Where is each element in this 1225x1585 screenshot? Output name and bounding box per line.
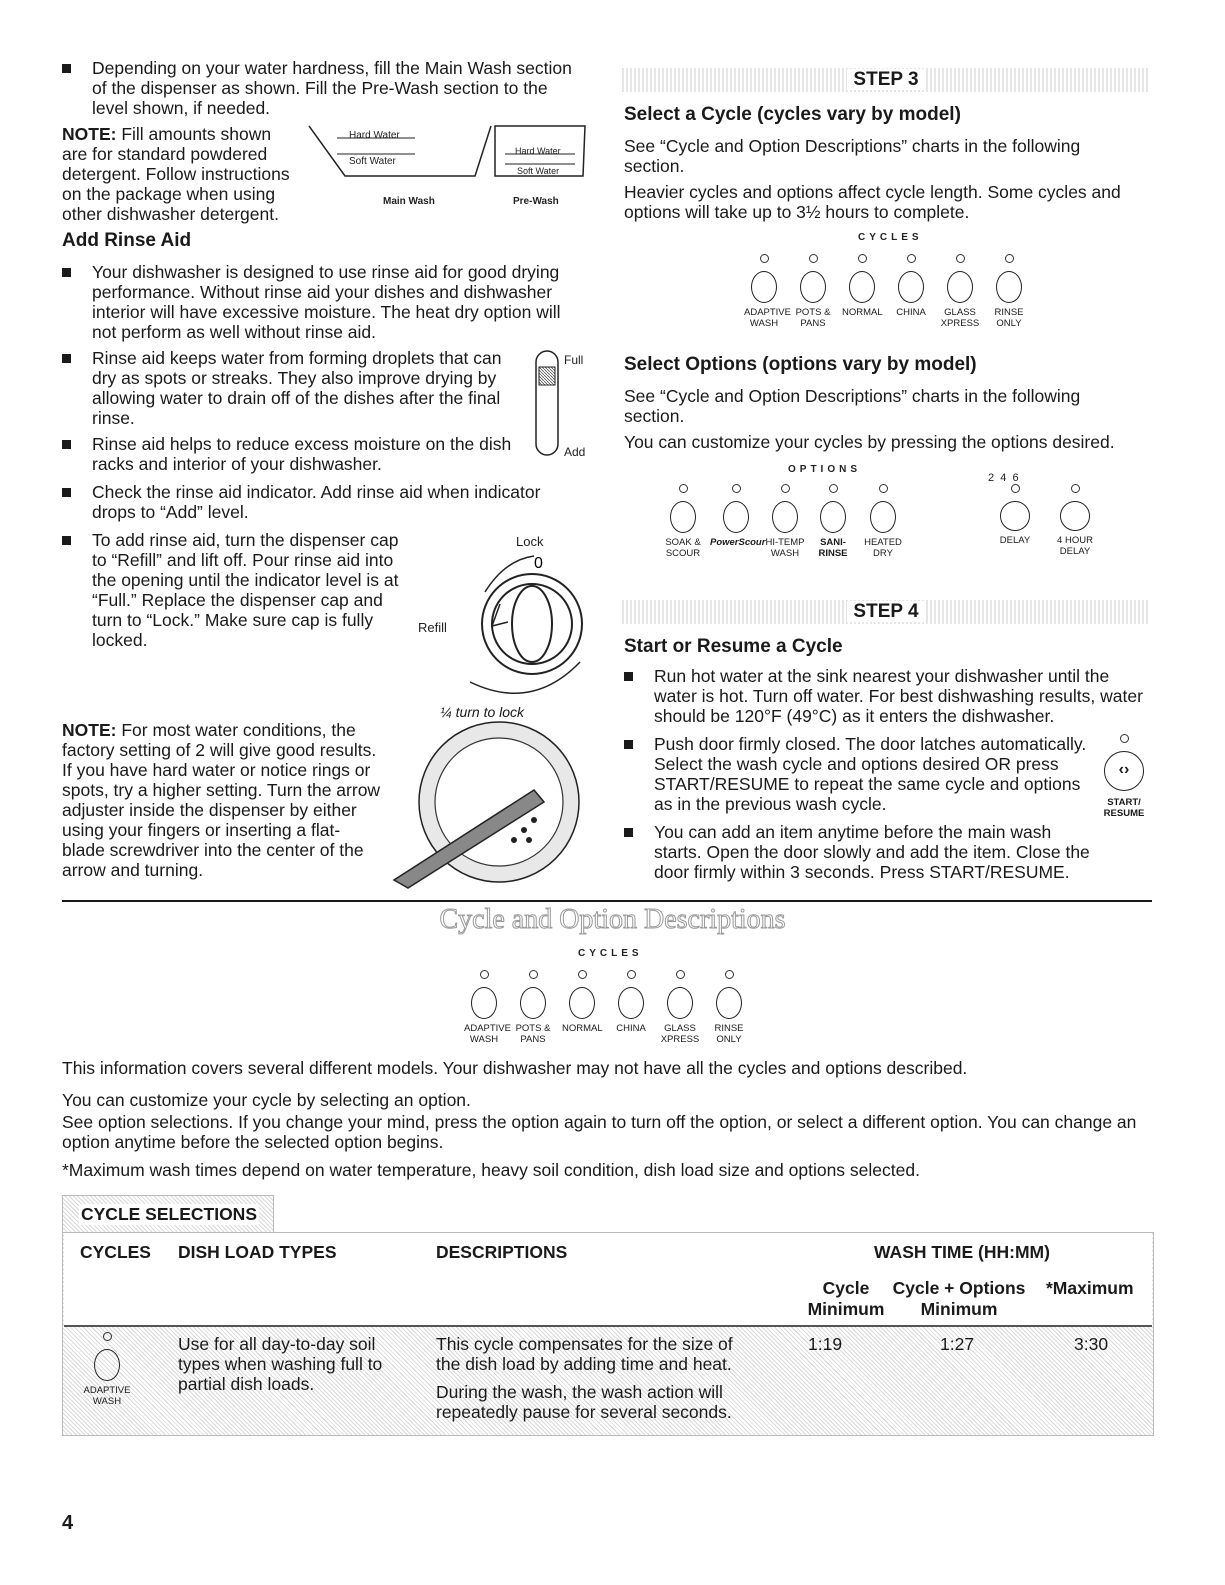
row-description-1: This cycle compensates for the size of the dish load by adding time and heat. <box>436 1334 733 1374</box>
option-label: 4 HOUR DELAY <box>1057 535 1093 557</box>
header-cycle-opt-min: Cycle + Options Minimum <box>892 1278 1026 1319</box>
note2-text: For most water conditions, the factory setting of 2 will give good results. If you have hard water or notice rings or spots, try a higher setting. Turn the arrow adjuster inside the dispenser by either using your fingers or inserting a flat-blade screwdriver into the center of the arrow and turning. <box>62 720 381 880</box>
cycle-selections-label: CYCLE SELECTIONS <box>81 1204 257 1224</box>
cycle-label: POTS & PANS <box>795 307 831 329</box>
start-resume-heading: Start or Resume a Cycle <box>624 636 843 657</box>
row-cycle-label: ADAPTIVE WASH <box>83 1385 131 1407</box>
option-indicator-light <box>781 484 790 493</box>
option-button-soak-scour[interactable] <box>660 484 706 559</box>
rinse-bullet-4: Check the rinse aid indicator. Add rinse aid when indicator drops to “Add” level. <box>62 482 562 522</box>
desc-p4: *Maximum wash times depend on water temperature, heavy soil condition, dish load size and options selected. <box>62 1160 920 1180</box>
row-max: 3:30 <box>1074 1334 1109 1354</box>
cycle-indicator-light <box>809 254 818 263</box>
header-wash-time: WASH TIME (HH:MM) <box>874 1242 1050 1262</box>
rinse-bullet-5: To add rinse aid, turn the dispenser cap to “Refill” and lift off. Pour rinse aid into the opening until the indicator level is at “Full.” Replace the dispenser cap and turn to “Lock.” Make sure cap is fully locked. <box>62 530 407 650</box>
soft-water-label: Soft Water <box>349 156 396 167</box>
cycle-indicator-light <box>578 970 587 979</box>
option-indicator-light <box>1011 484 1020 493</box>
cycle-button-icon <box>898 271 924 303</box>
cycle-ref-china <box>611 970 651 1034</box>
option-indicator-light <box>679 484 688 493</box>
option-button-heated-dry[interactable] <box>858 484 908 559</box>
indicator-window-icon <box>532 345 562 460</box>
desc-p1: This information covers several different models. Your dishwasher may not have all the cycles and options described. <box>62 1058 968 1078</box>
option-button-icon <box>772 501 798 533</box>
page-number: 4 <box>62 1512 74 1534</box>
option-label: DELAY <box>999 535 1031 546</box>
row-description-2: During the wash, the wash action will repeatedly pause for several seconds. <box>436 1382 732 1422</box>
cycle-button-glass-xpress[interactable] <box>940 254 980 329</box>
desc-p2: You can customize your cycle by selecting an option. <box>62 1090 471 1110</box>
cycle-indicator-light <box>725 970 734 979</box>
option-label: SOAK & SCOUR <box>665 537 701 559</box>
cycle-label: RINSE ONLY <box>714 1023 744 1045</box>
cycle-ref-normal <box>562 970 602 1034</box>
cycle-indicator-light <box>627 970 636 979</box>
cycle-indicator-light <box>858 254 867 263</box>
cycle-label: GLASS XPRESS <box>660 1023 700 1045</box>
option-button-icon <box>820 501 846 533</box>
cycles-label-mid: CYCLES <box>578 948 643 959</box>
header-maximum: *Maximum <box>1046 1278 1134 1298</box>
cycle-button-icon <box>471 987 497 1019</box>
header-dish-load: DISH LOAD TYPES <box>178 1242 337 1262</box>
options-label: OPTIONS <box>788 464 862 475</box>
header-descriptions: DESCRIPTIONS <box>436 1242 568 1262</box>
cycle-button-icon <box>849 271 875 303</box>
main-wash-label: Main Wash <box>383 196 435 207</box>
select-options-p1: See “Cycle and Option Descriptions” charts in the following section. <box>624 386 1081 426</box>
quarter-turn-label: ¼ turn to lock <box>440 704 525 720</box>
start-resume-button[interactable] <box>1100 734 1148 819</box>
cycle-ref-pots-pans <box>513 970 553 1045</box>
row-cycle-icon-adaptive-wash <box>82 1332 132 1407</box>
cycle-label: NORMAL <box>562 1023 603 1034</box>
option-button-sani-rinse[interactable] <box>810 484 856 559</box>
step-4-label: STEP 4 <box>847 601 924 622</box>
rinse-bullet-3: Rinse aid helps to reduce excess moisture on the dish racks and interior of your dishwasher. <box>62 434 522 474</box>
option-button-4-hour-delay[interactable] <box>1050 484 1100 557</box>
select-cycle-p1: See “Cycle and Option Descriptions” charts in the following section. <box>624 136 1081 176</box>
cycle-button-adaptive-wash[interactable] <box>744 254 791 329</box>
cap-refill-label: Refill <box>418 620 447 635</box>
cycle-button-icon <box>520 987 546 1019</box>
detergent-dispenser-diagram <box>305 124 590 214</box>
cycle-label: CHINA <box>616 1023 646 1034</box>
start-resume-label: START/ RESUME <box>1103 797 1145 819</box>
select-cycle-heading: Select a Cycle (cycles vary by model) <box>624 104 961 125</box>
delay-clock-icon <box>1000 501 1030 531</box>
option-button-powerscour[interactable] <box>710 484 766 548</box>
cycle-button-icon <box>716 987 742 1019</box>
select-options-p2: You can customize your cycles by pressing the options desired. <box>624 432 1115 452</box>
bullet-main-wash: Depending on your water hardness, fill the Main Wash section of the dispenser as shown. Fill the Pre-Wash section to the level shown, if needed. <box>62 58 587 118</box>
cycle-label: ADAPTIVE WASH <box>464 1023 511 1045</box>
option-indicator-light <box>879 484 888 493</box>
step-3-bar <box>622 68 1150 92</box>
cycle-button-icon <box>800 271 826 303</box>
option-button-icon <box>870 501 896 533</box>
cycle-ref-rinse-only <box>709 970 749 1045</box>
rinse-bullet-1: Your dishwasher is designed to use rinse aid for good drying performance. Without rinse aid your dishes and dishwasher interior will have excessive moisture. The heat dry option will not perform as well without rinse aid. <box>62 262 582 342</box>
cycle-indicator-light <box>1005 254 1014 263</box>
rinse-aid-indicator <box>532 345 592 465</box>
start-bullet-3: You can add an item anytime before the main wash starts. Open the door slowly and add the item. Close the door firmly within 3 seconds. Press START/RESUME. <box>624 822 1094 882</box>
dispenser-cap-icon <box>410 532 595 702</box>
section-divider <box>62 900 1152 902</box>
cycle-button-icon <box>569 987 595 1019</box>
desc-p3: See option selections. If you change your mind, press the option again to turn off the option, or select a different option. You can change an option anytime before the selected option begins. <box>62 1112 1137 1152</box>
row-min: 1:19 <box>808 1334 843 1354</box>
cycle-label: NORMAL <box>842 307 883 318</box>
cycle-indicator-light <box>907 254 916 263</box>
option-button-icon <box>723 501 749 533</box>
note-fill-amounts <box>62 124 292 224</box>
start-bullet-2: Push door firmly closed. The door latches automatically. Select the wash cycle and options desired OR press START/RESUME to repeat the same cycle and options as in the previous wash cycle. <box>624 734 1089 814</box>
option-indicator-light <box>1071 484 1080 493</box>
note2-label: NOTE: <box>62 720 117 740</box>
option-label: SANI- RINSE <box>818 537 848 559</box>
arrow-adjuster-icon <box>384 720 584 890</box>
cap-lock-label: Lock <box>516 534 544 549</box>
cycle-ref-adaptive-wash <box>464 970 511 1045</box>
row-dish-load: Use for all day-to-day soil types when washing full to partial dish loads. <box>178 1334 383 1394</box>
cycle-button-normal[interactable] <box>842 254 882 318</box>
start-resume-icon: ‹› <box>1104 751 1144 791</box>
cycle-indicator-light <box>480 970 489 979</box>
svg-text:0: 0 <box>534 555 543 572</box>
row-opt-min: 1:27 <box>940 1334 975 1354</box>
hard-water-label: Hard Water <box>349 130 400 141</box>
cycle-indicator-light <box>760 254 769 263</box>
cycle-button-icon <box>751 271 777 303</box>
cycle-indicator-light <box>103 1332 112 1341</box>
option-button-delay[interactable] <box>990 484 1040 546</box>
cycle-indicator-light <box>956 254 965 263</box>
option-indicator-light <box>829 484 838 493</box>
cycle-label: ADAPTIVE WASH <box>744 307 791 329</box>
cycle-button-icon <box>947 271 973 303</box>
cycle-label: RINSE ONLY <box>994 307 1024 329</box>
option-label: HEATED DRY <box>864 537 902 559</box>
prewash-hard-water-label: Hard Water <box>515 146 561 156</box>
select-cycle-p2: Heavier cycles and options affect cycle length. Some cycles and options will take up to 3½ hours to complete. <box>624 182 1121 222</box>
note-fill-text: Fill amounts shown are for standard powdered detergent. Follow instructions on the package when using other dishwasher detergent. <box>62 124 290 224</box>
header-underline <box>64 1325 1152 1327</box>
cycle-button-rinse-only[interactable] <box>989 254 1029 329</box>
cycle-button-icon <box>996 271 1022 303</box>
header-cycles: CYCLES <box>80 1242 151 1262</box>
descriptions-title: Cycle and Option Descriptions <box>439 904 786 935</box>
start-bullet-1: Run hot water at the sink nearest your dishwasher until the water is hot. Turn off water. For best dishwashing results, water should be 120°F (49°C) as it enters the dishwasher. <box>624 666 1149 726</box>
cycle-label: GLASS XPRESS <box>940 307 980 329</box>
delay-hours-label: 2 4 6 <box>988 472 1019 484</box>
option-label: PowerScour <box>710 537 766 548</box>
header-cycle-min: Cycle Minimum <box>807 1278 885 1319</box>
option-button-hi-temp-wash[interactable] <box>762 484 808 559</box>
cycle-ref-glass-xpress <box>660 970 700 1045</box>
cycle-indicator-light <box>529 970 538 979</box>
cycle-button-china[interactable] <box>891 254 931 318</box>
start-indicator-light <box>1120 734 1129 743</box>
note-factory-setting <box>62 720 382 880</box>
arrow-adjuster-diagram <box>384 720 584 890</box>
cycles-label-top: CYCLES <box>858 232 923 243</box>
prewash-soft-water-label: Soft Water <box>517 166 560 176</box>
cycle-button-icon <box>667 987 693 1019</box>
cycle-button-pots-pans[interactable] <box>793 254 833 329</box>
cycle-indicator-light <box>676 970 685 979</box>
rinse-bullet-2: Rinse aid keeps water from forming droplets that can dry as spots or streaks. They also improve drying by allowing water to drain off of the dishes after the final rinse. <box>62 348 522 428</box>
dispenser-cap-diagram <box>410 532 595 722</box>
step-3-label: STEP 3 <box>847 69 924 90</box>
select-options-heading: Select Options (options vary by model) <box>624 354 977 375</box>
cycle-selections-tab <box>62 1195 274 1233</box>
note-label: NOTE: <box>62 124 117 144</box>
option-indicator-light <box>732 484 741 493</box>
pre-wash-label: Pre-Wash <box>513 196 559 207</box>
step-4-bar <box>622 600 1150 624</box>
add-rinse-aid-heading: Add Rinse Aid <box>62 230 192 251</box>
delay-clock-icon <box>1060 501 1090 531</box>
cycle-button-icon <box>618 987 644 1019</box>
indicator-full-label: Full <box>564 353 584 367</box>
cycle-label: POTS & PANS <box>515 1023 551 1045</box>
cycle-button-icon <box>94 1349 120 1381</box>
option-label: HI-TEMP WASH <box>765 537 805 559</box>
option-button-icon <box>670 501 696 533</box>
indicator-add-label: Add <box>564 445 586 459</box>
cycle-label: CHINA <box>896 307 926 318</box>
